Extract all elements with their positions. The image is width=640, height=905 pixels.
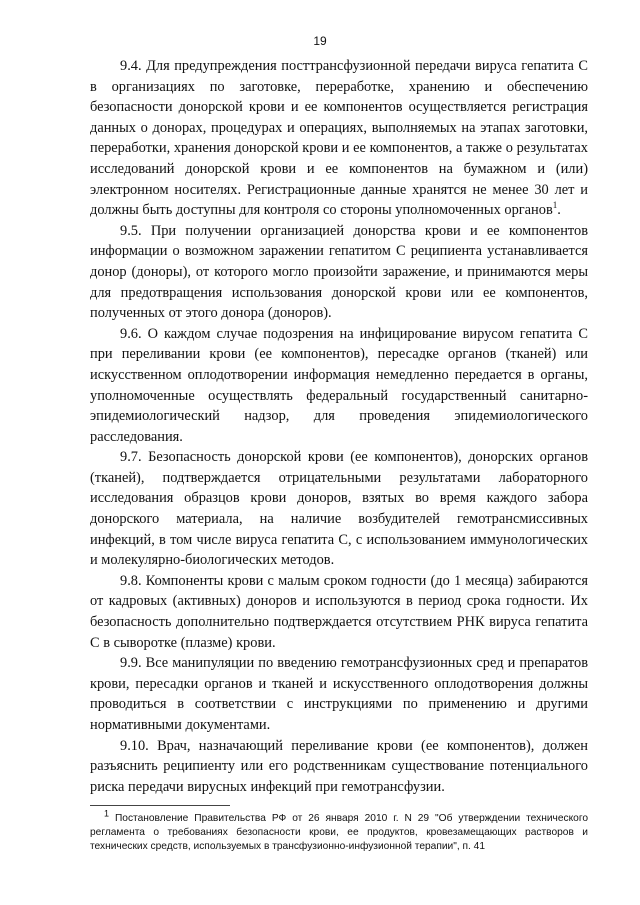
paragraph-9-10: 9.10. Врач, назначающий переливание крови (ее компонентов), должен разъяснить реципиенту или его родственникам существование потенциального риска передачи вирусных инфекций при гемотрансфузии. (90, 737, 588, 795)
footnote-1 (90, 808, 588, 854)
footnote-marker: 1 (104, 808, 110, 819)
paragraph-9-6: 9.6. О каждом случае подозрения на инфицирование вирусом гепатита С при переливании крови (ее компонентов), пересадке органов (тканей) или искусственном оплодотворении информация немедленно передается в органы, уполномоченные осуществлять федеральный государственный санитарно-эпидемиологический надзор, для проведения эпидемиологического расследования. (90, 325, 588, 445)
paragraph-9-4: 9.4. Для предупреждения посттрансфузионной передачи вируса гепатита С в организациях по заготовке, переработке, хранению и обеспечению безопасности донорской крови и ее компонентов осуществляется регистрация данных о донорах, процедурах и операциях, выполняемых на этапах заготовки, переработки, хранения донорской крови и ее компонентов, а также о результатах исследований донорской крови и ее компонентов на бумажном и (или) электронном носителях. Регистрационные данные хранятся не менее 30 лет и должны быть доступны для контроля со стороны уполномоченных органов$^1$. (90, 58, 588, 219)
paragraph-9-5: 9.5. При получении организацией донорства крови и ее компонентов информации о возможном заражении гепатитом С реципиента устанавливается донор (доноры), от которого могло произойти заражение, и принимаются меры для предотвращения использования донорской крови или ее компонентов, полученных от этого донора (доноров). (90, 222, 588, 322)
footnote-text: Постановление Правительства РФ от 26 января 2010 г. N 29 "Об утверждении технического регламента о требованиях безопасности крови, ее продуктов, кровезамещающих растворов и технических средств, используемых в трансфузионно-инфузионной терапии", п. 41 (90, 813, 588, 852)
footnote-divider (90, 805, 230, 806)
page-number: 19 (313, 34, 327, 48)
paragraph-9-7: 9.7. Безопасность донорской крови (ее компонентов), донорских органов (тканей), подтверждается отрицательными результатами лабораторного исследования образцов крови доноров, взятых во время каждого забора донорского материала, на наличие возбудителей гемотрансмиссивных инфекций, в том числе вируса гепатита С, с использованием иммунологических и молекулярно-биологических методов. (90, 449, 588, 569)
paragraph-9-9: 9.9. Все манипуляции по введению гемотрансфузионных сред и препаратов крови, пересадки органов и тканей и искусственного оплодотворения должны проводиться в соответствии с инструкциями по применению и другими нормативными документами. (90, 655, 588, 733)
paragraph-9-8: 9.8. Компоненты крови с малым сроком годности (до 1 месяца) забираются от кадровых (активных) доноров и используются в период срока годности. Их безопасность дополнительно подтверждается отсутствием РНК вируса гепатита С в сыворотке (плазме) крови. (90, 572, 588, 651)
footnotes (90, 808, 588, 854)
body-text (90, 56, 588, 797)
footnote-ref[interactable]: 1 (552, 200, 558, 211)
